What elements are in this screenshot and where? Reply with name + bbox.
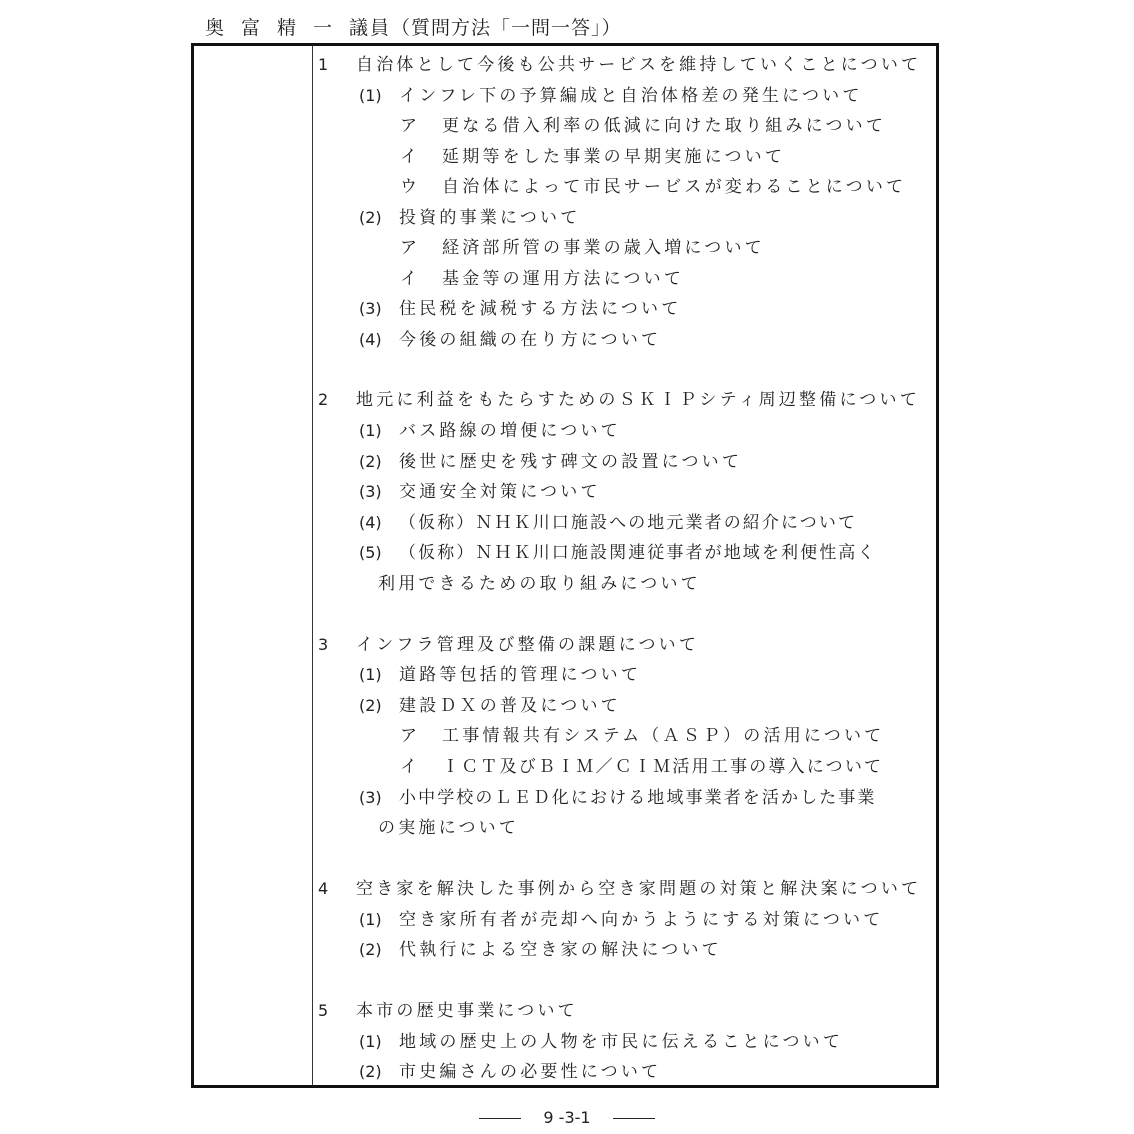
item-label: (2) <box>359 452 382 471</box>
subitem-text: 工事情報共有システム（ＡＳＰ）の活用について <box>442 726 885 746</box>
item-text: 地域の歴史上の人物を市民に伝えることについて <box>399 1032 844 1052</box>
section-title: 地元に利益をもたらすためのＳＫＩＰシティ周辺整備について <box>356 390 920 410</box>
subitem-label: ウ <box>400 177 421 197</box>
item-label: (4) <box>359 330 382 349</box>
item-text: （仮称）ＮＨＫ川口施設関連従事者が地域を利便性高く <box>399 543 877 563</box>
subitem-text: 更なる借入利率の低減に向けた取り組みについて <box>442 116 887 136</box>
section-number: 4 <box>318 879 329 898</box>
section-title: インフラ管理及び整備の課題について <box>356 635 700 655</box>
section-number: 3 <box>318 635 329 654</box>
item-label: (1) <box>359 910 382 929</box>
subitem-label: ア <box>400 726 421 746</box>
item-label: (3) <box>359 788 382 807</box>
item-label: (2) <box>359 940 382 959</box>
footer-dash-right <box>613 1118 655 1119</box>
member-name: 奥富精一 <box>205 17 350 39</box>
item-text: バス路線の増便について <box>399 421 621 441</box>
subitem-label: イ <box>400 147 421 167</box>
subitem-text: 基金等の運用方法について <box>442 269 685 289</box>
item-label: (1) <box>359 421 382 440</box>
question-method: （質問方法「一問一答」） <box>391 17 622 39</box>
item-label: (2) <box>359 208 382 227</box>
item-text: 交通安全対策について <box>399 482 601 502</box>
item-text: 今後の組織の在り方について <box>399 330 662 350</box>
item-text: 代執行による空き家の解決について <box>399 940 722 960</box>
section-number: 5 <box>318 1001 329 1020</box>
section-title: 自治体として今後も公共サービスを維持していくことについて <box>356 55 922 75</box>
item-text: 後世に歴史を残す碑文の設置について <box>399 452 743 472</box>
section-title: 空き家を解決した事例から空き家問題の対策と解決案について <box>356 879 922 899</box>
footer-dash-left <box>479 1118 521 1119</box>
item-text: 道路等包括的管理について <box>399 665 642 685</box>
subitem-label: ア <box>400 238 421 258</box>
item-text-continued: の実施について <box>378 818 520 838</box>
item-label: (1) <box>359 86 382 105</box>
item-label: (1) <box>359 665 382 684</box>
item-text: 住民税を減税する方法について <box>399 299 682 319</box>
item-label: (5) <box>359 543 382 562</box>
section-number: 1 <box>318 55 329 74</box>
item-label: (3) <box>359 482 382 501</box>
item-text: 小中学校のＬＥＤ化における地域事業者を活かした事業 <box>399 788 877 808</box>
section-title: 本市の歴史事業について <box>356 1001 578 1021</box>
item-label: (1) <box>359 1032 382 1051</box>
item-text-continued: 利用できるための取り組みについて <box>378 574 701 594</box>
column-divider <box>312 46 313 1085</box>
item-text: （仮称）ＮＨＫ川口施設への地元業者の紹介について <box>399 513 858 533</box>
item-label: (2) <box>359 696 382 715</box>
subitem-text: 経済部所管の事業の歳入増について <box>442 238 765 258</box>
item-text: 建設ＤＸの普及について <box>399 696 621 716</box>
page-footer <box>0 1106 1134 1130</box>
subitem-text: ＩＣＴ及びＢＩＭ／ＣＩＭ活用工事の導入について <box>442 757 884 777</box>
item-text: 空き家所有者が売却へ向かうようにする対策について <box>399 910 884 930</box>
document-header <box>205 14 622 42</box>
item-text: インフレ下の予算編成と自治体格差の発生について <box>399 86 863 106</box>
subitem-text: 延期等をした事業の早期実施について <box>442 147 786 167</box>
item-label: (2) <box>359 1062 382 1081</box>
subitem-label: イ <box>400 757 421 777</box>
member-role: 議員 <box>349 17 392 39</box>
subitem-label: イ <box>400 269 421 289</box>
page-number: 9 -3-1 <box>543 1108 591 1127</box>
item-text: 市史編さんの必要性について <box>399 1062 662 1082</box>
item-label: (4) <box>359 513 382 532</box>
section-number: 2 <box>318 390 329 409</box>
item-label: (3) <box>359 299 382 318</box>
subitem-text: 自治体によって市民サービスが変わることについて <box>442 177 907 197</box>
item-text: 投資的事業について <box>399 208 581 228</box>
question-table <box>191 43 939 1088</box>
subitem-label: ア <box>400 116 421 136</box>
